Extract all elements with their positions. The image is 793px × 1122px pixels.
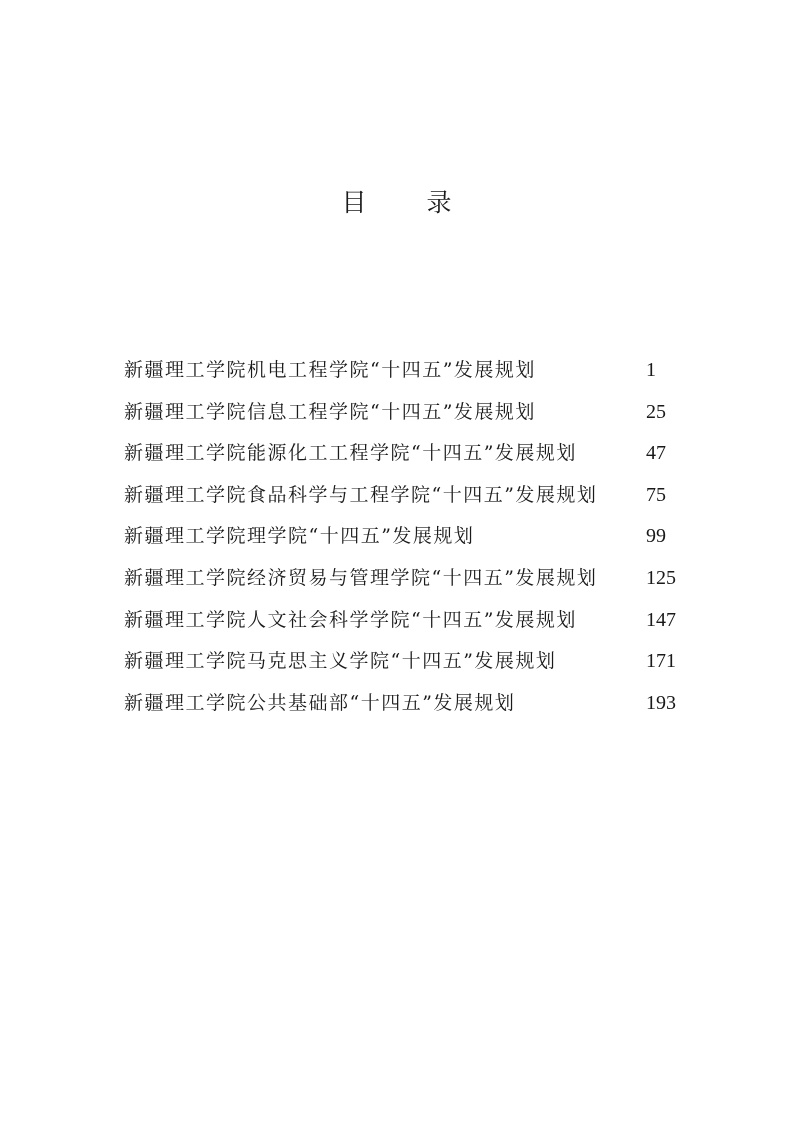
toc-entry[interactable] (124, 600, 692, 642)
toc-entry[interactable] (124, 516, 692, 558)
toc-entry-page-number: 99 (646, 525, 666, 548)
toc-entry-title: 新疆理工学院公共基础部“十四五”发展规划 (124, 691, 516, 714)
toc-entry-title: 新疆理工学院食品科学与工程学院“十四五”发展规划 (124, 483, 598, 506)
toc-entry-title: 新疆理工学院理学院“十四五”发展规划 (124, 525, 475, 548)
toc-entry-title: 新疆理工学院能源化工工程学院“十四五”发展规划 (124, 442, 577, 465)
toc-entry[interactable] (124, 641, 692, 683)
page-title: 目 录 (341, 188, 478, 217)
toc-entry-title: 新疆理工学院人文社会科学学院“十四五”发展规划 (124, 608, 577, 631)
toc-entry[interactable] (124, 683, 692, 725)
toc-entry-page-number: 1 (646, 359, 656, 381)
toc-entry[interactable] (124, 558, 692, 600)
toc-entry-page-number: 125 (646, 566, 676, 589)
toc-entry-title: 新疆理工学院马克思主义学院“十四五”发展规划 (124, 650, 557, 673)
toc-entry-page-number: 171 (646, 650, 676, 673)
toc-entry-page-number: 47 (646, 442, 666, 465)
toc-entry[interactable] (124, 433, 692, 475)
toc-entry-title: 新疆理工学院经济贸易与管理学院“十四五”发展规划 (124, 566, 598, 589)
toc-entry-page-number: 193 (646, 691, 676, 714)
toc-entry-page-number: 75 (646, 483, 666, 506)
toc-entry-title: 新疆理工学院机电工程学院“十四五”发展规划 (124, 359, 536, 381)
toc-entry[interactable] (124, 350, 692, 392)
toc-entry-title: 新疆理工学院信息工程学院“十四五”发展规划 (124, 400, 536, 423)
toc-entry-page-number: 147 (646, 608, 676, 631)
toc-entry[interactable] (124, 475, 692, 517)
toc-entry[interactable] (124, 392, 692, 434)
toc-entry-page-number: 25 (646, 400, 666, 423)
table-of-contents (124, 350, 692, 724)
